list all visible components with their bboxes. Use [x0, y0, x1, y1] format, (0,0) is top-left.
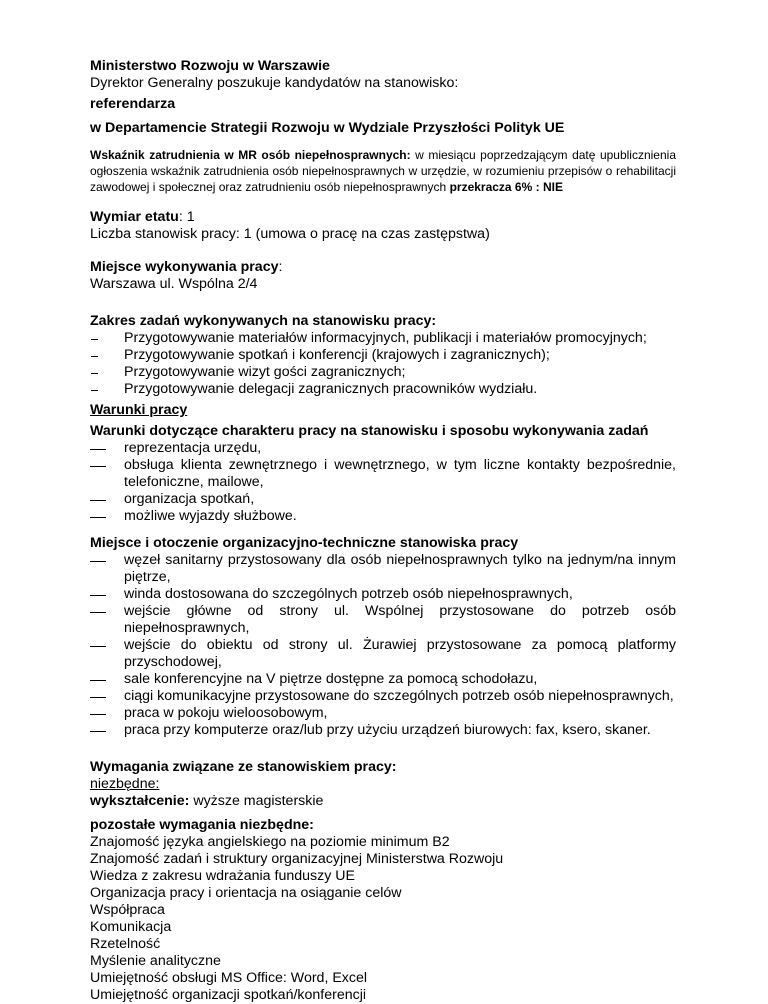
disability-index-value: przekracza 6% : NIE: [449, 180, 563, 194]
list-item-text: Przygotowywanie spotkań i konferencji (krajowych i zagranicznych);: [124, 347, 550, 363]
list-item-text: węzeł sanitarny przystosowany dla osób niepełnosprawnych tylko na jednym/na innym piętrze,: [124, 552, 676, 585]
list-item: [90, 603, 676, 637]
list-item: Umiejętność obsługi MS Office: Word, Excel: [90, 970, 368, 986]
list-item: [90, 637, 676, 671]
tasks-heading: Zakres zadań wykonywanych na stanowisku pracy:: [90, 313, 437, 329]
location-heading: [90, 259, 676, 276]
list-item-text: Przygotowywanie materiałów informacyjnych, publikacji i materiałów promocyjnych;: [124, 330, 647, 346]
list-item-text: praca w pokoju wieloosobowym,: [124, 705, 328, 721]
recruiter-line: Dyrektor Generalny poszukuje kandydatów na stanowisko:: [90, 75, 459, 91]
list-item: [90, 491, 676, 508]
disability-index-text: w miesiącu poprzedzającym datę upublicznienia ogłoszenia wskaźnik zatrudnienia osób niepełnosprawnych w urzędzie, w rozumieniu przepisów o rehabilitacji zawodowej i społecznej oraz zatrudnieniu osób niepełnosprawnych: [90, 148, 676, 194]
list-item-text: sale konferencyjne na V piętrze dostępne za pomocą schodołazu,: [124, 671, 538, 687]
list-item: Znajomość zadań i struktury organizacyjnej Ministerstwa Rozwoju: [90, 851, 504, 867]
disability-index-label: Wskaźnik zatrudnienia w MR osób niepełnosprawnych:: [90, 148, 411, 162]
list-item: Organizacja pracy i orientacja na osiąganie celów: [90, 885, 402, 901]
list-item-text: obsługa klienta zewnętrznego i wewnętrznego, w tym liczne kontakty bezpośrednie, telefoniczne, mailowe,: [124, 457, 676, 490]
positions-count-line: Liczba stanowisk pracy: 1 (umowa o pracę na czas zastępstwa): [90, 226, 490, 242]
list-item-text: reprezentacja urzędu,: [124, 440, 262, 456]
tasks-list: [90, 330, 676, 398]
location-colon: :: [278, 259, 283, 275]
location-address: Warszawa ul. Wspólna 2/4: [90, 276, 258, 292]
disability-index-paragraph: [90, 147, 676, 195]
environment-list: [90, 552, 676, 739]
other-requirements-heading: pozostałe wymagania niezbędne:: [90, 817, 314, 833]
list-item: Rzetelność: [90, 936, 161, 952]
requirements-heading: Wymagania związane ze stanowiskiem pracy:: [90, 759, 397, 775]
position-title: referendarza: [90, 96, 176, 112]
list-item: [90, 508, 676, 525]
list-item-text: możliwe wyjazdy służbowe.: [124, 508, 297, 524]
environment-heading: Miejsce i otoczenie organizacyjno-techniczne stanowiska pracy: [90, 535, 519, 551]
list-item: [90, 705, 676, 722]
list-item: [90, 671, 676, 688]
list-item: Współpraca: [90, 902, 165, 918]
list-item: Znajomość języka angielskiego na poziomie minimum B2: [90, 834, 450, 850]
list-item: [90, 381, 676, 398]
education-value: wyższe magisterskie: [189, 793, 324, 809]
list-item: [90, 347, 676, 364]
list-item-text: wejście główne od strony ul. Wspólnej przystosowane do potrzeb osób niepełnosprawnych,: [124, 603, 676, 636]
list-item-text: organizacja spotkań,: [124, 491, 255, 507]
list-item: [90, 586, 676, 603]
list-item-text: ciągi komunikacyjne przystosowane do szczególnych potrzeb osób niepełnosprawnych,: [124, 688, 674, 704]
list-item: [90, 722, 676, 739]
list-item: [90, 457, 676, 491]
list-item: Wiedza z zakresu wdrażania funduszy UE: [90, 868, 355, 884]
education-line: [90, 793, 676, 810]
list-item: [90, 688, 676, 705]
list-item: [90, 440, 676, 457]
work-nature-list: [90, 440, 676, 525]
location-label: Miejsce wykonywania pracy: [90, 259, 279, 275]
list-item-text: winda dostosowana do szczególnych potrzeb osób niepełnosprawnych,: [124, 586, 573, 602]
list-item: [90, 330, 676, 347]
education-label: wykształcenie:: [90, 793, 190, 809]
fte-line: [90, 209, 676, 226]
department-line: w Departamencie Strategii Rozwoju w Wydziale Przyszłości Polityk UE: [90, 120, 565, 136]
fte-label: Wymiar etatu: [90, 209, 179, 225]
list-item-text: Przygotowywanie wizyt gości zagranicznych;: [124, 364, 406, 380]
list-item: Myślenie analityczne: [90, 953, 221, 969]
list-item: [90, 364, 676, 381]
conditions-heading: Warunki pracy: [90, 402, 188, 418]
list-item-text: wejście do obiektu od strony ul. Żurawiej przystosowane za pomocą platformy przyschodowej,: [124, 637, 676, 670]
ministry-name: Ministerstwo Rozwoju w Warszawie: [90, 58, 330, 74]
list-item: Umiejętność organizacji spotkań/konferencji: [90, 987, 367, 1003]
list-item-text: praca przy komputerze oraz/lub przy użyciu urządzeń biurowych: fax, ksero, skaner.: [124, 722, 651, 738]
list-item: [90, 552, 676, 586]
work-nature-heading: Warunki dotyczące charakteru pracy na stanowisku i sposobu wykonywania zadań: [90, 423, 649, 439]
list-item-text: Przygotowywanie delegacji zagranicznych pracowników wydziału.: [124, 381, 538, 397]
mandatory-label: niezbędne:: [90, 776, 160, 792]
fte-value: : 1: [178, 209, 195, 225]
other-requirements-list: [90, 834, 676, 1004]
job-offer-content: [90, 58, 676, 1004]
list-item: Komunikacja: [90, 919, 172, 935]
